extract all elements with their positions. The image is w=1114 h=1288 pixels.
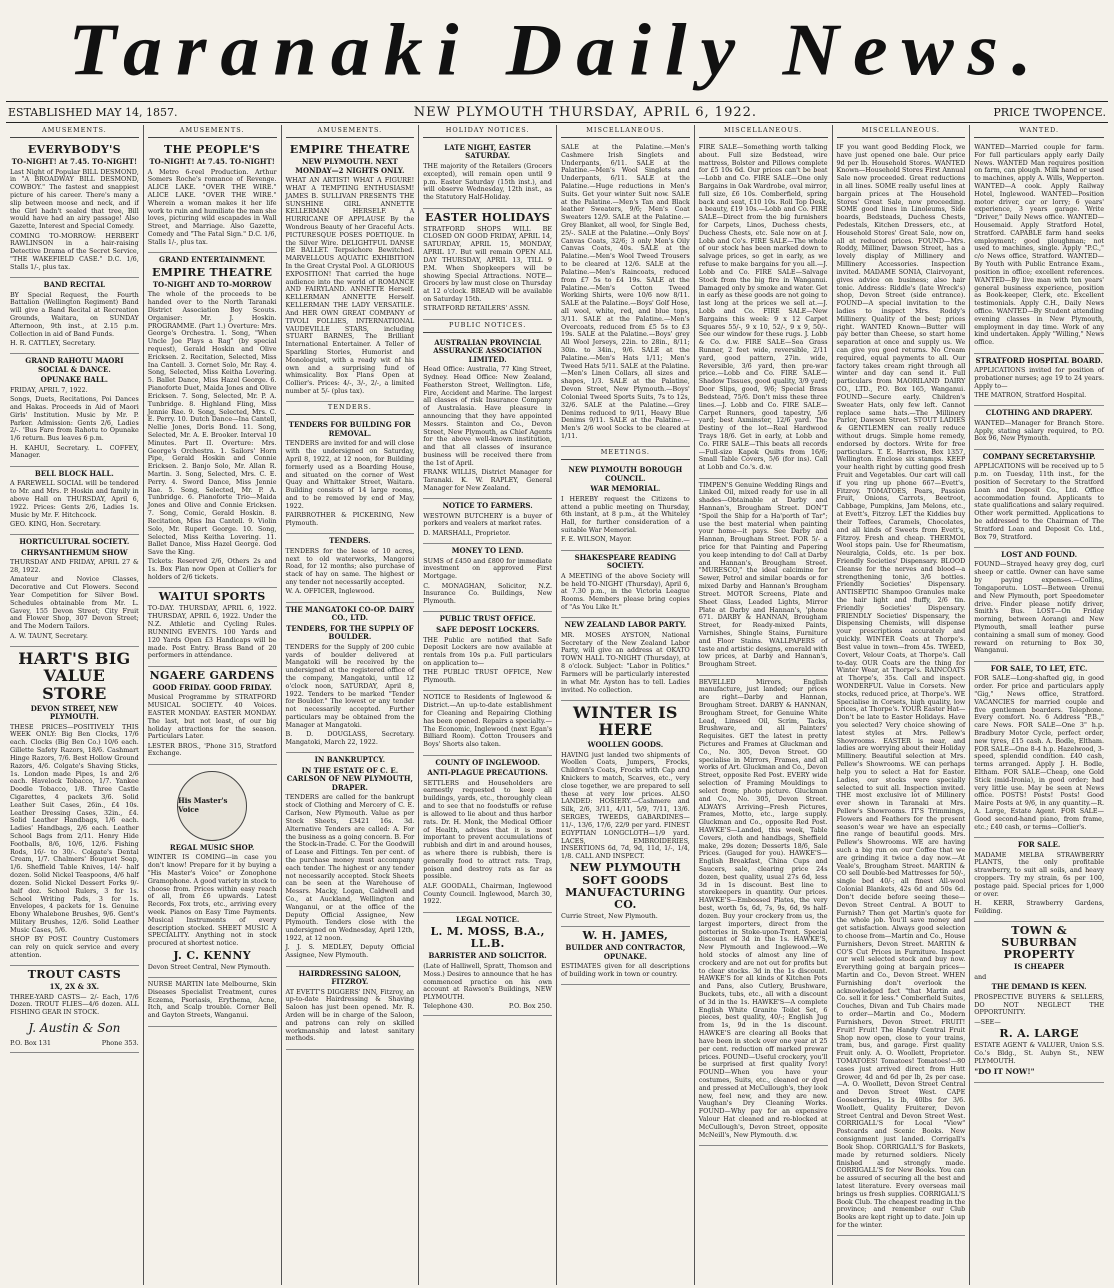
ad-sub: TENDERS, FOR THE SUPPLY OF BOULDER.: [286, 623, 414, 642]
ad-county-inglewood: [423, 756, 552, 913]
ad-body: WANTED—Manager for Branch Store. Apply, stating salary required, to P.O. Box 96, New Plymouth.: [974, 418, 1104, 443]
ad-body: THE majority of the Retailers (Grocers excepted), will remain open until 9 p.m. Easter Saturday (15th inst.), and will observe Wednesday, 12th inst., as the Statutory Half-Holiday.: [423, 161, 552, 202]
ad-body: MADAME MELBA STRAWBERRY PLANTS, the only profitable strawberry, to suit all soils, and heavy croppers. Try my strain, 6s per 100, postage paid. Special prices for 1,000 or over.: [974, 850, 1104, 898]
ad-body: PROSPECTIVE BUYERS & SELLERS, DO NOT NEGLECT THE OPPORTUNITY.: [974, 992, 1104, 1017]
masthead-title: Taranaki Daily News.: [68, 8, 1046, 91]
ad-peoples: [148, 141, 277, 253]
ad-horticultural: [10, 535, 139, 647]
ad-notice-farmers: [423, 499, 552, 544]
section-head: AMUSEMENTS.: [10, 125, 139, 138]
ad-sub: GOOD FRIDAY. GOOD FRIDAY.: [152, 682, 272, 692]
ad-signature: LESTER BROS., 'Phone 315, Stratford Exchange.: [147, 741, 277, 758]
ad-darby-hannan: [699, 479, 828, 676]
ad-australian-provincial: [423, 336, 552, 500]
ad-hairdressing: [286, 967, 415, 1050]
ad-for-sale-let: [974, 662, 1104, 838]
ad-maori-social: [10, 354, 139, 466]
ad-signature: H. R. CATTLEY, Secretary.: [10, 339, 96, 348]
ad-wanted: [974, 141, 1104, 354]
section-head: WANTED.: [974, 125, 1104, 138]
ad-wh-james: [561, 927, 690, 985]
ad-secretaryship: [974, 450, 1104, 548]
ad-title: PUBLIC TRUST OFFICE.: [439, 614, 536, 624]
ad-body: NOTICE to Residents of Inglewood & District.—An up-to-date establishment for Cleaning and Repairing Clothing has been opened. Repairs a specialty.—The Economic, Inglewood (next Egan's Billiard Room). Cotton Trousers and Boys' Shorts also taken.: [423, 693, 552, 749]
phone: Phone 353.: [101, 1038, 139, 1047]
ad-body: BY Special Request, the Fourth Battalion (Wellington Regiment) Band will give a Band Recital at Recreation Grounds, Waitara, on SUNDAY Afternoon, 9th inst., at 2.15 p.m. Collection in aid of Band Funds.: [10, 290, 139, 338]
ad-trout-casts: [10, 966, 139, 1053]
section-head: AMUSEMENTS.: [148, 125, 277, 138]
ad-body: TO-DAY. THURSDAY, APRIL 6, 1922. THURSDAY, APRIL 6, 1922. Under the N.Z. Athletic and Cycling Rules. RUNNING EVENTS. 100 Yards and 120 Yards Open £3 Handicaps will be made. Post Entry. Brass Band of 20 performers in attendance.: [147, 604, 277, 660]
ad-signature: D. MARSHALL, Proprietor.: [423, 528, 511, 537]
column-3: [282, 125, 420, 1285]
ad-signature: W. A. OFFICER, Inglewood.: [285, 587, 375, 596]
ad-title: MONEY TO LEND.: [451, 546, 524, 556]
ad-body: TENDERS for the Supply of 200 cubic yards of boulder delivered at Mangatoki will be received by the undersigned at the registered office of the company, Mangatoki, until 12 o'clock noon, SATURDAY, April 8, 1922. Tenders to be marked "Tender for Boulder." The lowest or any tender not necessarily accepted. Further particulars may be obtained from the Manager at Mangatoki.: [285, 642, 415, 729]
column-1: [6, 125, 144, 1285]
ad-body: THESE PRICES—POSITIVELY THIS WEEK ONLY: Big Ben Clocks, 17/6 each. Clocks (Big Ben Co.) 10/6 each. Gillette Safety Razors, 18/6. Cashmart Hinge Razors, 7/6. Best Hollow Ground Razors, 4/6. Colgate's Shaving Sticks, 1s. London made Pipes, 1s and 2/6 each. Havelock Tobacco, 1/7. Yankee Doodle Tobacco, 1/8. Three Castle Cigarettes, 4 packets 3/6. Solid Leather Suit Cases, 26in., £4 10s. Leather Dressing Cases, 32in., £4. Solid Leather Handbags, 1/6 each. Ladies' Handbags, 2/6 each. Leather School Bags from 2/11. Henry Hide Footballs, 8/6, 10/6, 12/6. Fishing Rods, 16/- to 30/-. Colgate's Dental Cream, 1/7. Chalmers' Bouquet Soap, 1/6. Sheffield Table Knives, 14/- half dozen. Solid Nickel Teaspoons, 4/6 half dozen. Solid Nickel Dessert Forks 9/- half doz. School Rulers, 3 for 1s. School Writing Pads, 3 for 1s. Envelopes, 4 packets for 1s. Genuine Ebony Whalebone Brushes, 9/6. Gent's Military Brushes, 12/6. Solid Leather Music Cases, 5/6.: [10, 722, 139, 934]
ad-signature: F. E. WILSON, Mayor.: [561, 535, 632, 544]
ad-head: GRAND ENTERTAINMENT.: [158, 255, 266, 265]
ad-body: TIMPEN'S Genuine Wedding Rings and Linked Oil, mixed ready for use in all shades—Obtainable at Darby and Hannan's, Brougham Street. DON'T "Spoil the Ship for a Ha'porth of Tar"; use the best material when painting your home—it pays. See Darby and Hannan, Brougham Street. FOR 5/- a price for that Painting and Papering you keep intending to do! Call at Darby and Hannan's, Brougham Street. "MURESCO," the ideal calcimine for Sewer, Petrol and similar boards or for mixed Darby and Hannan's Brougham Street. MOTOR Screens, Plate and Sheet Glass, Leaded Lights, Mirror Plate at Darby and Hannan's, 'phone 671. DARBY & HANNAN, Brougham Street, for Ready-mixed Paints, Varnishes, Shingle Stains, Furniture and Floor Stains. WALLPAPERS of taste and artistic designs, emerald with low prices, at Darby and Hannan's, Brougham Street.: [698, 480, 828, 669]
ad-sub: SAFE DEPOSIT LOCKERS.: [436, 625, 540, 634]
telephone: Telephone 430.: [423, 1002, 474, 1011]
ad-body: WHAT AN ARTIST! WHAT A FIGURE! WHAT A TEMPTING ENTHUSIASM! JAMES B. SULLIVAN PRESENTS THE SUNSHINE GIRL ANNETTE KELLERMAN HERSELF. A HURRICANE OF APPLAUSE By the Wondrous Beauty of her Graceful Acts. PICTURESQUE POSES POETIQUE. In the Silver Wire. DELIGHTFUL DANSE DE BALLET. Terpsichore Bewitched. MARVELLOUS AQUATIC EXHIBITION In the Great Crystal Pool. A GLORIOUS EXPOSITION! That carried the huge audience into the world of ROMANCE AND FAIRYLAND. ANNETTE Herself. KELLERMAN ANNETTE Herself. KELLERMAN THE LADY VERSATILE. And HER OWN GREAT COMPANY of TIVOLI FOLLIES, INTERNATIONAL VAUDEVILLE STARS, including STUART BARNES, The Brilliant International Entertainer. A Teller of Sparkling Stories, Humorist and Monologuist, with a ready wit of his own and a surprising fund of whimsicality. Box Plans Open at Collier's. Prices: 4/-, 3/-, 2/-, a limited number at 5/- (plus tax).: [285, 176, 415, 396]
ad-public-trust: [423, 612, 552, 691]
section-head: TENDERS.: [286, 402, 415, 415]
ad-money-lend: [423, 544, 552, 612]
ad-title: W. H. JAMES,: [582, 929, 669, 943]
section-head: MISCELLANEOUS.: [561, 125, 690, 138]
ad-body: Songs, Duets, Recitations, Poi Dances and Hakas. Proceeds in Aid of Maori Girls' Institution. Music by Mr. P. Parker. Admission: Gents 2/6, Ladies 2/-. 'Bus Fare from Rahotu to Opunake 1/6 return. Bus leaves 6 p.m.: [10, 395, 139, 443]
ad-body: ESTIMATES given for all descriptions of building work in town or country.: [561, 962, 690, 979]
ad-body: Last Night of Popular BILL DESMOND, in "A BROADWAY BILL DESMOND, COWBOY." The fastest and snappiest picture of his career. There's many a slip between moose and neck, and if the Girl hadn't sealed that tree, Bill would have had an airy passage! Also Gazette, Interest and Special Comedy.: [10, 167, 139, 231]
ad-signature: H. KAHUI, Secretary. L. COFFEY, Manager.: [10, 443, 139, 460]
ad-sub: CHRYSANTHEMUM SHOW: [21, 547, 128, 557]
ad-head: FOR SALE, TO LET, ETC.: [990, 663, 1088, 673]
ad-empire-entertainment: [148, 253, 277, 588]
column-8: [970, 125, 1108, 1285]
ad-body: TENDERS are invited for and will close with the undersigned on Saturday, April 8, 1922, at 12 noon, for Building formerly used as a Boarding House, and situated on the corner of West Quay and Whittaker Street, Waitara. Building consists of 14 large rooms, and to be removed by end of May, 1922.: [285, 439, 415, 510]
ad-fire-sale: [699, 141, 828, 479]
ad-title: TROUT CASTS: [27, 968, 121, 982]
ad-head: STRATFORD HOSPITAL BOARD.: [975, 355, 1103, 365]
ad-name: R. A. LARGE: [999, 1026, 1079, 1040]
column-2: [144, 125, 282, 1285]
ad-mangatoki: [286, 603, 415, 754]
ad-title: WINTER IS HERE: [572, 702, 678, 740]
ad-waitui-sports: [148, 588, 277, 666]
ad-sub: TO-NIGHT AND TO-MORROW: [152, 279, 272, 289]
ad-body: The whole of the proceeds to be handed over to the North Taranaki District Association Boy Scouts. Organiser: Mr. J. Hoskin. PROGRAMME. (Part 1.) Overture: Mrs. George's Orchestra. 1. Song, "When Uncle Joe Plays a Rag" (by special request), Gerald Hoskin and Olive Ericksen. 2. Recitation, Selected, Miss Ina Cantell. 3. Cornet Solo, Mr. Ray. 4. Song, Selected, Miss Keitha Lovering. 5. Ballet Dance, Miss Hazel George. 6. Pianoforte Duet, Maida Jones and Olive Ericksen. 7. Song, Selected, Mr. P. A. Tunbridge. 8. Highland Fling, Miss Jennie Rae. 9. Song, Selected, Mrs. C. E. Perry. 10. Dutch Dance—Ina Cantell, Nellie Jones, Doris Bond. 11. Song, Selected, Mr. A. E. Brooker. Interval 10 Minutes. Part II. Overture: Mrs. George's Orchestra. 1. Sailors' Horn Pipe, Gerald Hoskin and Connie Ericksen. 2. Banjo Solo, Mr. Allan R. Martin. 3. Song, Selected, Mrs. C. E. Perry. 4. Sword Dance, Miss Jennie Rae. 5. Song, Selected, Mr. P. A. Tunbridge. 6. Pianoforte Trio—Maida Jones and Olive and Connie Ericksen. 7. Song, Comic, Gerald Hoskin. 8. Recitation, Miss Ina Cantell. 9. Violin Solo, Mr. Rupert George. 10. Song, Selected, Miss Keitha Lovering. 11. Ballet Dance, Miss Hazel George. God Save the King.: [147, 290, 277, 557]
ad-foot: Tickets: Reserved 2/6, Others 2s and 1s. Box Plan now Open at Collier's for holders of 2/6 tickets.: [147, 557, 277, 582]
ad-name: J. C. KENNY: [173, 948, 251, 962]
ad-body: COMING TO-MORROW: HERBERT RAWLINSON in a hair-raising Detective Drama of the Secret Service, "THE WAKEFIELD CASE." D.C. 1/6, Stalls 1/-, plus tax.: [10, 231, 139, 271]
ad-sub: WOOLLEN GOODS.: [587, 740, 664, 750]
ad-ra-large: [974, 922, 1104, 1083]
ad-title: THE MANGATOKI CO-OP. DAIRY CO., LTD.: [285, 604, 415, 623]
ad-body: NURSE MARTIN late Melbourne, Skin Diseases Specialist Treatment, cures Eczema, Psoriasis, Erythema, Acne, Itch, and Scalp trouble. Corner Bell and Gayton Streets, Wanganui.: [147, 979, 277, 1020]
section-head: MEETINGS.: [561, 447, 690, 460]
ad-body: TENDERS are called for the bankrupt stock of Clothing and Mercery of C. E. Carlson, New Plymouth. Value as per Stock Sheets, £3421 16s. 3d. Alternative Tenders are called: A. For the business as a going concern. B. For the Stock-in-Trade. C. For the Goodwill of Lease and Fittings. Ten per cent. of the purchase money must accompany each tender. The highest or any tender not necessarily accepted. Stock Sheets can be seen at the Warehouse of Messrs. Macky, Logan, Caldwell and Co., at Auckland, Wellington and Wanganui, or at the office of the Deputy Official Assignee, New Plymouth. Tenders close with the undersigned on Wednesday, April 12th, 1922, at 12 noon.: [285, 793, 415, 943]
ad-title: EASTER HOLIDAYS: [425, 210, 551, 224]
ad-misc-hawkes: [699, 676, 828, 1146]
ad-title: NOTICE TO FARMERS.: [442, 501, 533, 511]
column-6: [695, 125, 833, 1285]
ad-head: TENDERS.: [329, 536, 371, 546]
columns: [6, 125, 1108, 1285]
ad-shakespeare: [561, 551, 690, 619]
ad-title: THE PEOPLE'S: [163, 142, 261, 156]
ad-body: I HEREBY request the Citizens to attend a public meeting on Thursday, 6th instant, at 8 p.m., at the Whiteley Hall, for further consideration of a suitable War Memorial.: [561, 494, 690, 535]
section-head: HOLIDAY NOTICES.: [423, 125, 552, 138]
ad-sub: TO-NIGHT! At 7.45. TO-NIGHT!: [149, 157, 275, 167]
ad-addr: ESTATE AGENT & VALUER, Union S.S. Co.'s Bldg., St. Aubyn St., NEW PLYMOUTH.: [974, 1041, 1104, 1065]
ad-sub: DEVON STREET, NEW PLYMOUTH.: [30, 703, 119, 722]
ad-company: NEW PLYMOUTH SOFT GOODS MANUFACTURING CO.: [565, 861, 686, 911]
ad-date: THURSDAY AND FRIDAY, APRIL 27 & 28, 1922.: [10, 558, 139, 575]
ad-body: THE Public are notified that Safe Deposit Lockers are now available at rentals from 10s p.a. Full particulars on application to—: [423, 635, 552, 667]
ad-addr: Devon Street Central, New Plymouth.: [147, 962, 271, 971]
ad-signature: STRATFORD RETAILERS' ASSN.: [423, 304, 530, 313]
ad-foot: "DO IT NOW!": [974, 1066, 1035, 1076]
ad-sub: THE DEMAND IS KEEN.: [991, 982, 1087, 992]
ad-body: SUMS of £450 and £800 for immediate investment on approved First Mortgage.: [423, 556, 552, 581]
section-head: PUBLIC NOTICES.: [423, 320, 552, 333]
ad-sub: ANTI-PLAGUE PRECAUTIONS.: [427, 768, 548, 778]
ad-addr: Currie Street, New Plymouth.: [561, 911, 658, 920]
section-head: MISCELLANEOUS.: [699, 125, 828, 138]
ad-body: FOR SALE—Long-shafted gig, in good order. For price and particulars apply "Gig," News office, Stratford. VACANCIES for married couple and five gentlemen boarders. Telephone. Every comfort. No. 6 Address "P.B.," care News. FOR SALE—One 3" h.p. Bradbury Motor Cycle, perfect order, new tyres, £15 cash. A. Bodle, Eltham. FOR SALE—One 8-4 h.p. Hazelwood, 3-speed, splendid condition. £40 cash, terms arranged. Apply J. H. Bodle, Eltham. FOR SALE—Cheap, one Gold Stick (mid-Ironia), in good order; had very little use. May be seen at News office. POSTS! Posts! Posts! Good Maire Posts at 9/6, in any quantity.—R. A. Large, Estate Agent. FOR SALE—Good second-hand piano, from frame, etc.; £40 cash, or terms—Collier's.: [974, 674, 1104, 831]
ad-signature: J. J. S. MEDLEY, Deputy Official Assignee, New Plymouth.: [285, 943, 415, 960]
ad-and: and: [974, 972, 987, 981]
ad-body: TENDERS for the lease of 10 acres, next to old waterworks, Mangorei Road, for 12 months; also purchase of stack of hay on same. The highest or any tender not necessarily accepted.: [285, 546, 415, 587]
ad-lost-found: [974, 548, 1104, 662]
ad-signature: FAIRBROTHER & PICKERING, New Plymouth.: [285, 511, 415, 527]
ad-body: WESTOWN BUTCHERY is a buyer of porkers and vealers at market rates.: [423, 511, 552, 528]
ad-sub: BARRISTER AND SOLICITOR.: [428, 951, 547, 961]
section-head: MISCELLANEOUS.: [837, 125, 966, 138]
ad-sub: 1X, 2X & 3X.: [49, 982, 100, 992]
ad-body: APPLICATIONS invited for position of probationer nurses; age 19 to 24 years. Apply to—: [974, 366, 1104, 390]
ad-head: COMPANY SECRETARYSHIP.: [982, 451, 1096, 461]
ad-body: MR. MOSES AYSTON, National Secretary of the New Zealand Labor Party, will give an address at OKATO TOWN HALL TO-NIGHT (Thursday), at 8 o'clock. Subject: "Labor in Politics." Farmers will be particularly interested in what Mr. Ayston has to tell. Ladies invited. No collection.: [561, 630, 690, 694]
ad-foot: [423, 1003, 552, 1011]
ad-title: SHAKESPEARE READING SOCIETY.: [574, 552, 677, 571]
ad-body: (Late of Halliwell, Spratt, Thomson and Moss.) Desires to announce that he has commenced practice on his own account at Rawson's Buildings, NEW PLYMOUTH.: [423, 961, 552, 1002]
ad-title: L. M. MOSS, B.A., LL.B.: [430, 925, 545, 951]
ad-clothing-drapery: [974, 406, 1104, 449]
ad-sub: IS CHEAPER: [1014, 962, 1065, 972]
ad-signature: H. KERR, Strawberry Gardens, Feilding.: [974, 898, 1104, 915]
ad-late-night: [423, 141, 552, 209]
ad-sub: WAR MEMORIAL.: [590, 484, 661, 494]
ad-title: BAND RECITAL: [43, 280, 106, 290]
ad-body: FIRE SALE—Something worth talking about. Full size Bedstead, wire mattress, Bolster and Pillows complete for £5 10s 6d. Our prices can't be beat—Lobb and Co. FIRE SALE—One only Bargains in Oak Wardrobe, oval mirror, full size, £6 10s. Comberfield, spring back and seat, £10 10s. Roll Top Desk, a beauty, £19 10s.—Lobb and Co. FIRE SALE—Direct from the big furnishers for Carpets, Linos, Duchess chests, Duchess Chests, etc. Sale now on at J. Lobb and Co's. FIRE SALE—The whole of our stock has been marked down to salvage prices, so get in early, as we refuse to make bargains for you all.—J. Lobb and Co. FIRE SALE—Salvage Stock from the big fire in Wanganui. Damaged only by smoke and water. Get in early as these goods are not going to last long at the prices we sell at.—J. Lobb and Co. FIRE SALE—New Bargains this week: 9 x 12 Carpet Squares 55/-, 9 x 10, 52/-, 9 x 9, 50/-. See our window for these rugs. J. Lobb & Co. d.w. FIRE SALE—Sea Grass Runner, 2 feet wide, reversible, 2/11 yard, good pattern, 27in. wide, Reversible, 3/6 yard, then pre-war price.—Lobb and Co. FIRE SALE—Shadow Tissues, good quality, 3/9 yard; Door Slips, good, 9/6; Special Brass Bedstead, 75/6. Don't miss these three lines.—J. Lobb and Co. FIRE SALE—Carpet Runners, good tapestry, 5/6 yard; best Axminster, 12/6 yard. The Destiny of the lot—Real Hardwood Trays 18/6. Get in early, at Lobb and Co. FIRE SALE—This beats all records—Full-size Kapok Quilts from 16/6; Small Table Covers, 5/6 (for ins). Call at Lobb and Co.'s. d.w.: [698, 142, 828, 472]
po-box: P.O. Box 131: [10, 1038, 52, 1047]
ad-body: A MEETING of the above Society will be held TO-NIGHT (Thursday), April 6, at 7.30 p.m., in the Victoria League Rooms. Members please bring copies of "As You Like It.": [561, 571, 690, 611]
ad-borough-council: [561, 463, 690, 550]
ad-hospital-board: [974, 354, 1104, 407]
ad-sub: BUILDER AND CONTRACTOR, OPUNAKE.: [565, 943, 686, 961]
ad-bankruptcy: [286, 753, 415, 966]
ad-title: EVERYBODY'S: [27, 142, 121, 156]
ad-title: HAIRDRESSING SALOON, FITZROY.: [298, 968, 402, 987]
ad-palatine-sale: [561, 141, 690, 447]
ad-body: A FAREWELL SOCIAL will be tendered to Mr. and Mrs. P. Hoskin and family in above Hall on THURSDAY, April 6, 1922. Prices: Gents 2/6, Ladies 1s. Music by Mr. F. Hitchcock.: [10, 479, 139, 519]
ad-easter-holidays: [423, 209, 552, 320]
column-7: [833, 125, 971, 1285]
ad-body: Head Office: Australia, 77 King Street, Sydney. Head Office: New Zealand, Featherston Street, Wellington. Life, Fire, Accident and Marine. The largest all classes of risk Insurance Company of Australasia. Have pleasure in announcing that they have appointed Messrs. Stainton and Co., Devon Street, New Plymouth, as Chief Agents for the above well-known institution, and that all classes of insurance business will be received there from the 1st of April.: [423, 365, 552, 467]
ad-ngaere-gardens: [148, 667, 277, 765]
ad-signature: A. W. TAUNT, Secretary.: [10, 631, 88, 640]
ad-nurse-martin: [148, 978, 277, 1027]
ad-misc-household: [837, 141, 966, 1236]
po-box: P.O. Box 250.: [508, 1002, 552, 1011]
ad-body: THREE-YARD CASTS— 2/- Each, 17/6 Dozen. TROUT FLIES—4/6 dozen. ALL FISHING GEAR IN STOCK.: [10, 992, 139, 1017]
signature-austin: J. Austin & Son: [28, 1021, 121, 1036]
ad-title: AUSTRALIAN PROVINCIAL ASSURANCE ASSOCIATION LIMITED.: [433, 337, 543, 364]
ad-signature: FRANK WILLIS, District Manager for Taranaki. K. W. RAPLEY, General Manager for New Zealand.: [423, 468, 552, 492]
ad-labor-party: [561, 618, 690, 701]
ad-harts: [10, 647, 139, 966]
ad-everybodys: [10, 141, 139, 278]
ad-title: NEW PLYMOUTH BOROUGH COUNCIL.: [568, 465, 683, 483]
ad-title: LATE NIGHT, EASTER SATURDAY.: [444, 142, 531, 161]
ad-title: WAITUI SPORTS: [158, 590, 266, 604]
ad-title: TENDERS FOR BUILDING FOR REMOVAL.: [288, 420, 411, 438]
ad-title: EMPIRE THEATRE: [289, 142, 410, 156]
issue-date: NEW PLYMOUTH THURSDAY, APRIL 6, 1922.: [413, 104, 758, 120]
ad-signature: C. MONAGHAN, Solicitor, N.Z. Insurance Co. Buildings, New Plymouth.: [423, 581, 552, 606]
ad-head: IN BANKRUPTCY.: [314, 755, 386, 765]
ad-body: WINTER IS COMING—in case you don't know! Prepare for it by buying a "His Master's Voice" or Zonophone Gramophone. A good variety in stock to choose from. Prices within easy reach of all, from £6 upwards. Latest Records, Fox trots, etc., arriving every week. Pianos on Easy Time Payments. Musical Instruments of every description stocked. SHEET MUSIC A SPECIALITY. Anything not in stock procured at shortest notice.: [147, 853, 277, 948]
price-line: PRICE TWOPENCE.: [993, 105, 1106, 119]
ad-sub: TO-NIGHT! At 7.45. TO-NIGHT!: [11, 157, 138, 167]
his-masters-voice-logo: His Master's Voice: [177, 771, 247, 841]
ad-title: EMPIRE THEATRE: [152, 265, 273, 279]
ad-body: APPLICATIONS will be received up to 5 p.m. on Tuesday, 11th inst., for the position of Secretary to the Stratford Loan and Deposit Co., Ltd. Office accommodation found. Applicants to state qualifications and salary required. Other work permitted. Applications to be addressed to the Chairman of The Stratford Loan and Deposit Co. Ltd., Box 79, Stratford.: [974, 462, 1104, 541]
ad-foot: SHOP BY POST. Country Customers can rely on quick service and every attention.: [10, 935, 139, 959]
ad-title: IN THE ESTATE OF C. E. CARLSON OF NEW PLYMOUTH, DRAPER.: [286, 765, 413, 792]
ad-legal-moss: [423, 913, 552, 1017]
ad-signature: B. D. DOUGLASS, Secretary. Mangatoki, March 22, 1922.: [285, 730, 415, 747]
ad-title: HORTICULTURAL SOCIETY.: [19, 537, 130, 547]
ad-bell-block-hall: [10, 467, 139, 535]
ad-body: IF you want good Bedding Flock, we have just opened one bale. Our price 9d per lb. Household Stores. WANTED Known—Household Stores First Annual Sale now proceeded. Great reductions in all lines. SOME really useful lines at bargain prices at The Household Stores' Great Sale, now proceeding. SOME good lines in Linoleums, Side boards, Bedsteads, Duchess Chests, Pedestals, Kitchen Dressers, etc., at Household Stores' Great Sale, now on, all at reduced prices. FOUND—Mrs. Roddy, Milliner, Dawson Street, has a lovely display of Millinery and Millinery Accessories. Inspection invited. MADAME SONIA, Clairvoyant, gives advice on business; also hair tonic. Address: Riddle's (late Wreck's) shop, Devon Street (side entrance). FOUND—A special invitation to the ladies to inspect Mrs. Roddy's Millinery. Quality of the best; prices right. WANTED Known—Butter will pay better than Cheese, so start home separation at once and supply us. We can give you good returns. No Cream required, equal payments to all. Our factory takes cream right through all winter and day can send it. Full particulars from MAORILAND DAIRY CO., LTD., P.O. Box 165, Wanganui. FOUND—Secure early. Children's Sweater Hats, only few left. Cannot replace same hats.—The Millinery Parlor, Dawson Street. STOUT LADIES & GENTLEMEN can really reduce without drugs. Simple home remedy, endorsed by doctors. Write for free particulars. T. E. Harrison, Box 1357, Wellington. Enclose six stamps. KEEP your health right by cutting good fresh Fruit and Vegetables. Our cart will call if you ring up phone 667—Evett's, Fitzroy. TOMATOES, Pears, Passion Fruit, Onions, Carrots, Beetroot, Cabbage, Pumpkins, Jam Melons, etc., at Evett's, Fitzroy. LET the Kiddies buy their Toffees, Caramels, Chocolates, and all kinds of Sweets from Evett's, Fitzroy. Fresh and cheap. THERMOL Wool stops pain. Use for Rheumatism, Neuralgia, Colds, etc. 1s per box. Friendly Societies' Dispensary. BLOOD Cleanse for the nerves and blood—a strengthening tonic, 3/6 bottles. Friendly Societies' Dispensary. ANTISEPTIC Shampoo Granules make the hair light and fluffy, 2/6 tin. Friendly Societies' Dispensary. FRIENDLY Societies' Dispensary, the Dispensing Chemists, will dispense your prescriptions accurately and quickly. WINTER Coats at Thorpe's. Best value in town—from 45s. TWEED, Covert, Velour Coats, at Thorpe's. Call to-day. OUR Coats are the thing for Winter Wear, at Thorpe's. RAINCOATS at Thorpe's, 35s. Call and inspect. WONDERFUL Value in Corsets. New stocks, reduced price, at Thorpe's. WE Specialise in Corsets, high quality, low prices, at Thorpe's. YOUR Easter Hat—Don't be late to Easter Holidays. Have you selected? Very choice showing of latest styles at Mrs. Pellew's Showrooms. EASTER is near, and ladies are worrying about their Holiday Millinery. Beautiful selection at Mrs. Pellew's Showrooms. WE can perhaps help you to select a Hat for Easter. Ladies, our stocks were specially selected to suit all. Inspection invited. THE most exclusive lot of Millinery ever shown in Taranaki at Mrs. Pellew's Showrooms. IT'S Trimmings, Flowers and Feathers for the present season's wear we have an especially fine range of beautiful goods. Mrs. Pellew's Showrooms. WE are having such a big run on our Coffee that we are grinding it twice a day now.—At Veale's, Brougham Street. MARTIN & CO sell Double-bed Mattresses for 50/-, single bed 40/-; all finest All-wool Colonial Blankets, 42s 6d and 50s 6d. Don't decide before seeing these—Devon Street Central. A BOUT to Furnish? Then get Martin's quote for the whole job. You'll save money and get satisfaction. Always good selection to choose from—Martin and Co., House Furnishers, Devon Street. MARTIN & CO'S Cut Prices in Furniture. Inspect our well selected stock and buy now. Everything going at bargain prices—Martin and Co., Devon Street. WHEN Furnishing don't overlook the acknowledged fact "that Martin and Co. sell it for less." Comberfield Suites, Couches, Divan and Tub Chairs made to order—Martin and Co., Modern Furnishers, Devon Street. FRUIT! Fruit! Fruit! The Handy Central Fruit Shop now open, close to your trains, tram, bus, and garage. First quality Fruit only. A. O. Woollett, Proprietor. TOMATOES! Tomatoes! Tomatoes!—80 cases just arrived direct from Hutt Grower, 4d and 6d per lb, 2s per case.—A. O. Woollett, Devon Street Central and Devon Street West. CAPE Gooseberries, 1s lb, 40lbs for 3/6. Woollett, Quality Fruiterer, Devon Street Central and Devon Street West. CORRIGALL'S for Local "View" Postcards and Scenic Books. New consignment just landed. Corrigall's Book Shop. CORRIGALL'S for Baskets, made by returned soldiers. Nicely finished and strongly made. CORRIGALL'S for New Books. You can be assured of securing all the best and latest literature. Every overseas mail brings us fresh supplies. CORRIGALL'S Book Club. The cheapest reading in the province; and remember our Club Books are kept right up to date. Join up for the winter.: [836, 142, 966, 1230]
ad-winter-is-here: [561, 701, 690, 927]
ad-body: A Metro 6-reel Production. Arthur Somers Roche's romance of Revenge. ALICE LAKE. "OVER THE WIRE." ALICE LAKE. "OVER THE WIRE." Wherein a woman makes it her life work to ruin and humiliate the man she loves, picturing wild escapades in Wall Street, and Marriage. Also Gazette, Comedy and "The Fatal Sign." D.C. 1/6, Stalls 1/-, plus tax.: [147, 167, 277, 246]
ad-title: TOWN & SUBURBAN PROPERTY: [1001, 924, 1078, 962]
ad-head: LOST AND FOUND.: [1001, 549, 1078, 559]
ad-title: BELL BLOCK HALL.: [34, 468, 114, 478]
ad-title: COUNTY OF INGLEWOOD.: [435, 757, 540, 767]
ad-head: FOR SALE.: [1017, 840, 1061, 850]
column-5: [557, 125, 695, 1285]
ad-body: BEVELLED Mirrors, English manufacture, just landed; our prices are right—Darby and Hannan, Brougham Street. DARBY & HANNAN, Brougham Street, for Genuine White Lead, Linseed Oil, Scrim, Tacks, Brushware, and all Painters' Requisites. GET the latest in pretty Pictures and Frames at Gluckman and Co., No. 305, Devon Street. GO specialise in Mirrors, Frames, and all works of Art. Gluckman and Co., Devon Street, opposite Red Post. EVERY wide selection of Framing Mouldings to select from; photo picture. Gluckman and Co., No. 305, Devon Street. ALWAYS Arriving—Fresh Pictures, Frames, Motto, etc., large supply. Gluckman and Co., opposite Red Post. HAWKE'S—Landed, this week, Table Covers, cloth and handbags, Sheffield make, 29s dozen; Desserts 18/6, Sale Prices. (Gauged for you). HAWKE'S—English Breakfast, China Cups and Saucers, sale, clearing price 24s dozen, best quality, usual 27s 6d, less 3d in 1s discount. Best line to storekeepers in quantity. Our prices. HAWKE'S—Embossed Plates, the very best, worth 5s, 6d, 7s, 9s, 6d, 9s half-dozen. Buy your crockery from us, the largest importers, direct from the potteries in Stoke-upon-Trent. Special discount of 3d in the 1s. HAWKE'S, New Plymouth and Inglewood.—We hold stocks of almost any line of crockery and are not out for profits but to clear stocks. 3d in the 1s discount. HAWKE'S for all kinds of Kitchen Pots and Pans, also Cutlery, Brushware, Buckets, tubs, etc., all with a discount of 3d in the 1s. HAWKE'S—A complete English White Granite Toilet Set, 6 pieces, best quality, 40/-; English Jug from 1s, 9d in the 1s discount. HAWKE'S are clearing all Books that have been in stock over one year at 25 per cent. reduction off marked prewar prices. FOUND—Useful crockery, you'll be surprised at first quality Ivory! FOUND—When you have your costumes, Suits, etc., cleaned or dyed and pressed at McCullough's, they look new, feel new, and they are new. Vaughan's Dry Cleaning Works. FOUND—Why pay for an expensive Valour Hat cleaned and re-blocked at McCullough's, Devon Street, opposite McNeill's, New Plymouth. d.w.: [698, 677, 828, 1139]
ad-tender-lease: [286, 534, 415, 602]
ad-date: FRIDAY, APRIL 7, 1922.: [10, 385, 88, 394]
section-head: AMUSEMENTS.: [286, 125, 415, 138]
masthead: [0, 0, 1114, 100]
ad-title: GRAND RAHOTU MAORI SOCIAL & DANCE.: [25, 356, 124, 374]
ad-strawberry: [974, 838, 1104, 922]
ad-foot: [10, 1040, 139, 1048]
ad-inglewood-cleaning: [423, 691, 552, 755]
ad-body: SETTLERS and Householders are earnestly requested to keep all buildings, yards, etc., thoroughly clean and to see that no foodstuffs or refuse is allowed to lie about and thus harbor rats. Dr. H. Monk, the Medical Officer of Health, advises that it is most important to prevent accumulations of rubbish and dirt in and around houses, as where there is rubbish, there is generally food to attract rats. Trap, poison and destroy rats as far as possible.: [423, 778, 552, 881]
ad-body: Musical Programme by STRATFORD MUSICAL SOCIETY. 40 Voices. EASTER MONDAY. EASTER MONDAY. The last, but not least, of our big holiday attractions for the season. Particulars Later.: [147, 693, 277, 741]
ad-head: LEGAL NOTICE.: [455, 914, 520, 924]
ad-body: HAVING just landed two shipments of Woollen Coats, Jumpers, Frocks, Children's Coats, Frocks with Cap and Knickers to match, Scarves, etc., very close together, we are prepared to sell these at very low prices. ALSO LANDED: HOSIERY.—Cashmere and Silk, 2/6, 3/11, 4/11, 5/9, 7/11, 13/6. SERGES, TWEEDS, GABARDINES—11/-, 13/6, 17/6, 22/9 per yard. FINEST EGYPTIAN LONGCLOTH—1/9 yard. LACES, EMBROIDERIES, INSERTIONS 6d, 7d, 9d, 11d, 1/-, 1/4, 1/8. CALL AND INSPECT.: [561, 750, 690, 861]
ad-sub: OPUNAKE HALL.: [40, 375, 109, 385]
ad-signature: THE MATRON, Stratford Hospital.: [974, 391, 1087, 400]
ad-body: WANTED—Married couple for farm. For full particulars apply early Daily News. WANTED Man requires position on farm, can plough. Milk hand or used to machines, apply A. Wills, Wepperton. WANTED—A cook. Apply Railway Hotel, Inglewood. WANTED—Position motor driver, car or lorry; 6 years' experience, 3 years garage. Write "Driver," Daily News office. WANTED—Housemaid. Apply Stratford Hotel, Stratford. CAPABLE farm hand seeks employment; good ploughman; not used to machines, single. Apply "P.C.," c/o News office, Stratford. WANTED—By Youth with Public Entrance Exam., position in office; excellent references. WANTED—By live man with ten years' general business experience, position as Book-keeper, Clerk, etc. Excellent testimonials. Apply C.H., Daily News office. WANTED—By Student attending evening classes in New Plymouth, employment in day time. Work of any kind undertaken. Apply "Willing," News office.: [974, 142, 1104, 347]
ad-body: SALE at the Palatine.—Men's Cashmere Irish Singlets and Underpants, 6/11. SALE at the Palatine.—Men's Wool Singlets and Underpants, 6/11. SALE at the Palatine.—Huge reductions in Men's Suits. Get your winter Suit now. SALE at the Palatine.—Men's Tan and Black leather Sweaters, 9/6; Men's Coat Sweaters 12/9. SALE at the Palatine.—Grey Blanket, all wool, for Single Bed, 25/-. SALE at the Palatine.—Only Boys' Canvas Coats, 32/6; 3 only Men's Oily Canvas Coats, 40s. SALE at the Palatine.—Men's Wool Tweed Trousers to be cleared at 12/6. SALE at the Palatine.—Men's Raincoats, reduced from £7 5s to £4 19s. SALE at the Palatine.—Men's Cotton Tweed Working Shirts, were 10/6 now 8/11. SALE at the Palatine.—Boys' Golf Hose, all wool, white, red, and blue tops, 3/11. SALE at the Palatine.—Men's Overcoats, reduced from £5 5s to £3 19s. SALE at the Palatine.—Boys' grey All Wool Jerseys, 22in. to 28in., 8/11; 30in. to 34in., 9/6. SALE at the Palatine.—Men's Hats 1/11; Men's Tweed Hats 5/11. SALE at the Palatine.—Men's Linen Collars, all sizes and shapes, 1/3. SALE at the Palatine, Devon Street, New Plymouth.—Boys' Colonial Tweed Sports Suits, 7s to 12s, 32/6. SALE at the Palatine.—Grey Denims reduced to 9/11, Heavy Blue Denims 9/11. SALE at the Palatine.—Men's 2/6 wool Socks to be cleared at 1/11.: [561, 142, 690, 440]
ad-signature: GEO. KING, Hon. Secretary.: [10, 519, 101, 528]
ad-body: Amateur and Novice Classes, Decorative and Cut Flowers. Second Year Competition for Silver Bowl. Schedules obtainable from Mr. L. Gavey, 155 Devon Street; City Fruit and Flower Shop, 307 Devon Street; and The Modern Tailors.: [10, 575, 139, 631]
ad-signature: THE PUBLIC TRUST OFFICE, New Plymouth.: [423, 668, 552, 685]
ad-signature: ALF. GOODALL, Chairman, Inglewood County Council. Inglewood, March 30, 1922.: [423, 881, 552, 906]
established-line: ESTABLISHED MAY 14, 1857.: [8, 105, 178, 119]
ad-title: NEW ZEALAND LABOR PARTY.: [564, 620, 687, 630]
ad-title: HART'S BIG VALUE STORE: [18, 648, 131, 704]
ad-head: CLOTHING AND DRAPERY.: [985, 408, 1093, 418]
ad-body: FOUND—Strayed heavy grey dog, curl sheep or cattle. Owner can have same by paying expenses.—Collins, Tongaporutu. LOST—Between Urenui and New Plymouth, port Speedometer drive. Finder please notify driver, Smith's Bus. LOST—On Friday morning, between Aorangi and New Plymouth, small leather purse containing a small sum of money. Good reward on returning to Box 30, Wanganui.: [974, 560, 1104, 655]
ad-empire-theatre: [286, 141, 415, 402]
ad-title: NGAERE GARDENS: [149, 668, 275, 682]
ad-tender-building: [286, 418, 415, 534]
column-4: [419, 125, 557, 1285]
ad-body: STRATFORD SHOPS WILL BE CLOSED ON GOOD FRIDAY, APRIL 14, SATURDAY, APRIL 15, MONDAY, APRIL 17. But will remain OPEN ALL DAY THURSDAY, APRIL 13, TILL 9 P.M. When Shopkeepers will be showing Special Attractions. NOTE—Grocers by law must close on Thursday at 12 o'clock. BREAD will be available on Saturday 15th.: [423, 224, 552, 303]
dateline: [6, 101, 1108, 123]
ad-regal-music: [148, 765, 277, 978]
ad-sub: NEW PLYMOUTH. NEXT MONDAY—2 NIGHTS ONLY.: [295, 157, 405, 175]
ad-body: AT EVETT'S DIGGERS' INN, Fitzroy, an up-to-date Hairdressing & Shaving Saloon has just been opened. Mr. R. Arden will be in charge of the Saloon, and patrons can rely on skilled workmanship and latest sanitary methods.: [285, 987, 415, 1043]
ad-band-recital: [10, 278, 139, 354]
ad-see: —SEE—: [974, 1017, 1001, 1026]
ad-title: REGAL MUSIC SHOP.: [169, 842, 255, 852]
